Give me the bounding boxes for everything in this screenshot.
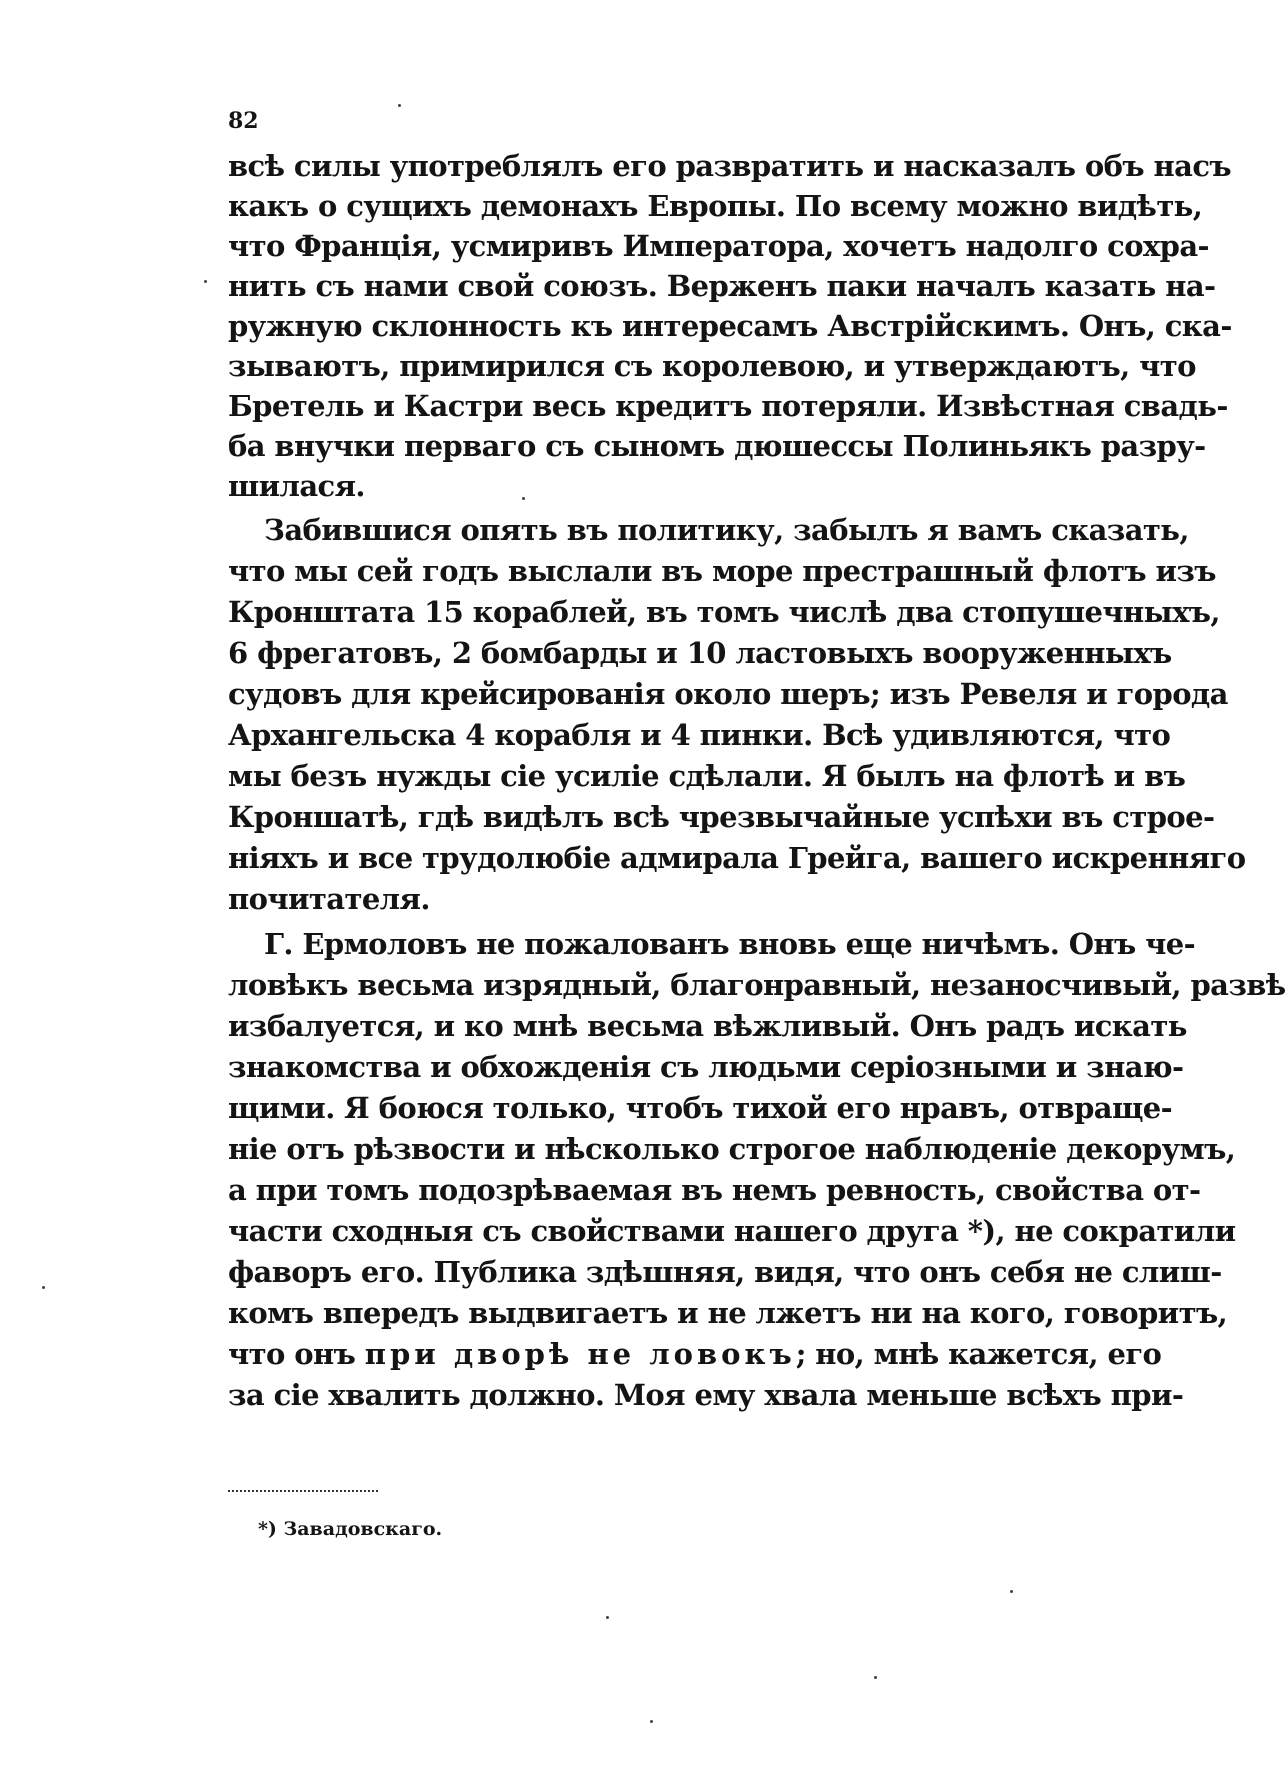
text-line: что мы сей годъ выслали въ море престрашный флотъ изъ (228, 554, 1216, 588)
scan-speck (606, 1616, 609, 1619)
text-line: Г. Ермоловъ не пожалованъ вновь еще ничѣмъ. Онъ че- (264, 927, 1196, 961)
scan-speck (650, 1720, 653, 1723)
text-line: щими. Я боюся только, чтобъ тихой его нравъ, отвраще- (228, 1091, 1173, 1125)
scan-speck (522, 497, 525, 500)
text-line: Кронштата 15 кораблей, въ томъ числѣ два стопушечныхъ, (228, 595, 1220, 629)
text-line: Кроншатѣ, гдѣ видѣлъ всѣ чрезвычайные успѣхи въ строе- (228, 800, 1215, 834)
text-line: зываютъ, примирился съ королевою, и утверждаютъ, что (228, 349, 1196, 383)
text-line: мы безъ нужды сіе усиліе сдѣлали. Я былъ на флотѣ и въ (228, 759, 1186, 793)
scan-speck (204, 280, 207, 283)
footnote-divider (228, 1490, 378, 1492)
scan-speck (1010, 1590, 1013, 1593)
text-line: судовъ для крейсированія около шеръ; изъ Ревеля и города (228, 677, 1228, 711)
text-line: всѣ силы употреблялъ его развратить и насказалъ объ насъ (228, 149, 1232, 183)
text-line: шилася. (228, 469, 365, 503)
text-line: части сходныя съ свойствами нашего друга *), не сократили (228, 1214, 1236, 1248)
text-segment: ; но, мнѣ кажется, его (795, 1337, 1162, 1371)
text-line: Архангельска 4 корабля и 4 пинки. Всѣ удивляются, что (228, 718, 1171, 752)
text-line: знакомства и обхожденія съ людьми серіозными и знаю- (228, 1050, 1184, 1084)
text-line: какъ о сущихъ демонахъ Европы. По всему можно видѣть, (228, 189, 1203, 223)
text-line (228, 1334, 1162, 1374)
text-line: нить съ нами свой союзъ. Верженъ паки началъ казать на- (228, 269, 1216, 303)
scan-speck (398, 104, 401, 107)
text-line: Бретель и Кастри весь кредитъ потеряли. Извѣстная свадь- (228, 389, 1228, 423)
text-line: ружную склонность къ интересамъ Австрійскимъ. Онъ, ска- (228, 309, 1232, 343)
page-number: 82 (228, 108, 259, 134)
text-line: ловѣкъ весьма изрядный, благонравный, незаносчивый, развѣ (228, 968, 1286, 1002)
text-segment: что онъ (228, 1337, 365, 1371)
text-line: ніе отъ рѣзвости и нѣсколько строгое наблюденіе декорумъ, (228, 1132, 1236, 1166)
text-line: 6 фрегатовъ, 2 бомбарды и 10 ластовыхъ вооруженныхъ (228, 636, 1172, 670)
text-line: избалуется, и ко мнѣ весьма вѣжливый. Онъ радъ искать (228, 1009, 1187, 1043)
footnote: *) Завадовскаго. (258, 1518, 443, 1540)
text-line: комъ впередъ выдвигаетъ и не лжетъ ни на кого, говоритъ, (228, 1296, 1228, 1330)
scan-speck (42, 1286, 45, 1289)
text-line: ніяхъ и все трудолюбіе адмирала Грейга, вашего искренняго (228, 841, 1246, 875)
text-line: ба внучки перваго съ сыномъ дюшессы Полиньякъ разру- (228, 429, 1206, 463)
scan-speck (874, 1676, 877, 1679)
text-line: почитателя. (228, 882, 430, 916)
emphasized-text: при дворѣ не ловокъ (364, 1337, 796, 1371)
text-line: Забившися опять въ политику, забылъ я вамъ сказать, (264, 513, 1189, 547)
text-line: что Франція, усмиривъ Императора, хочетъ надолго сохра- (228, 229, 1209, 263)
text-line: фаворъ его. Публика здѣшняя, видя, что онъ себя не слиш- (228, 1255, 1222, 1289)
text-line: а при томъ подозрѣваемая въ немъ ревность, свойства от- (228, 1173, 1201, 1207)
text-line: за сіе хвалить должно. Моя ему хвала меньше всѣхъ при- (228, 1378, 1184, 1412)
